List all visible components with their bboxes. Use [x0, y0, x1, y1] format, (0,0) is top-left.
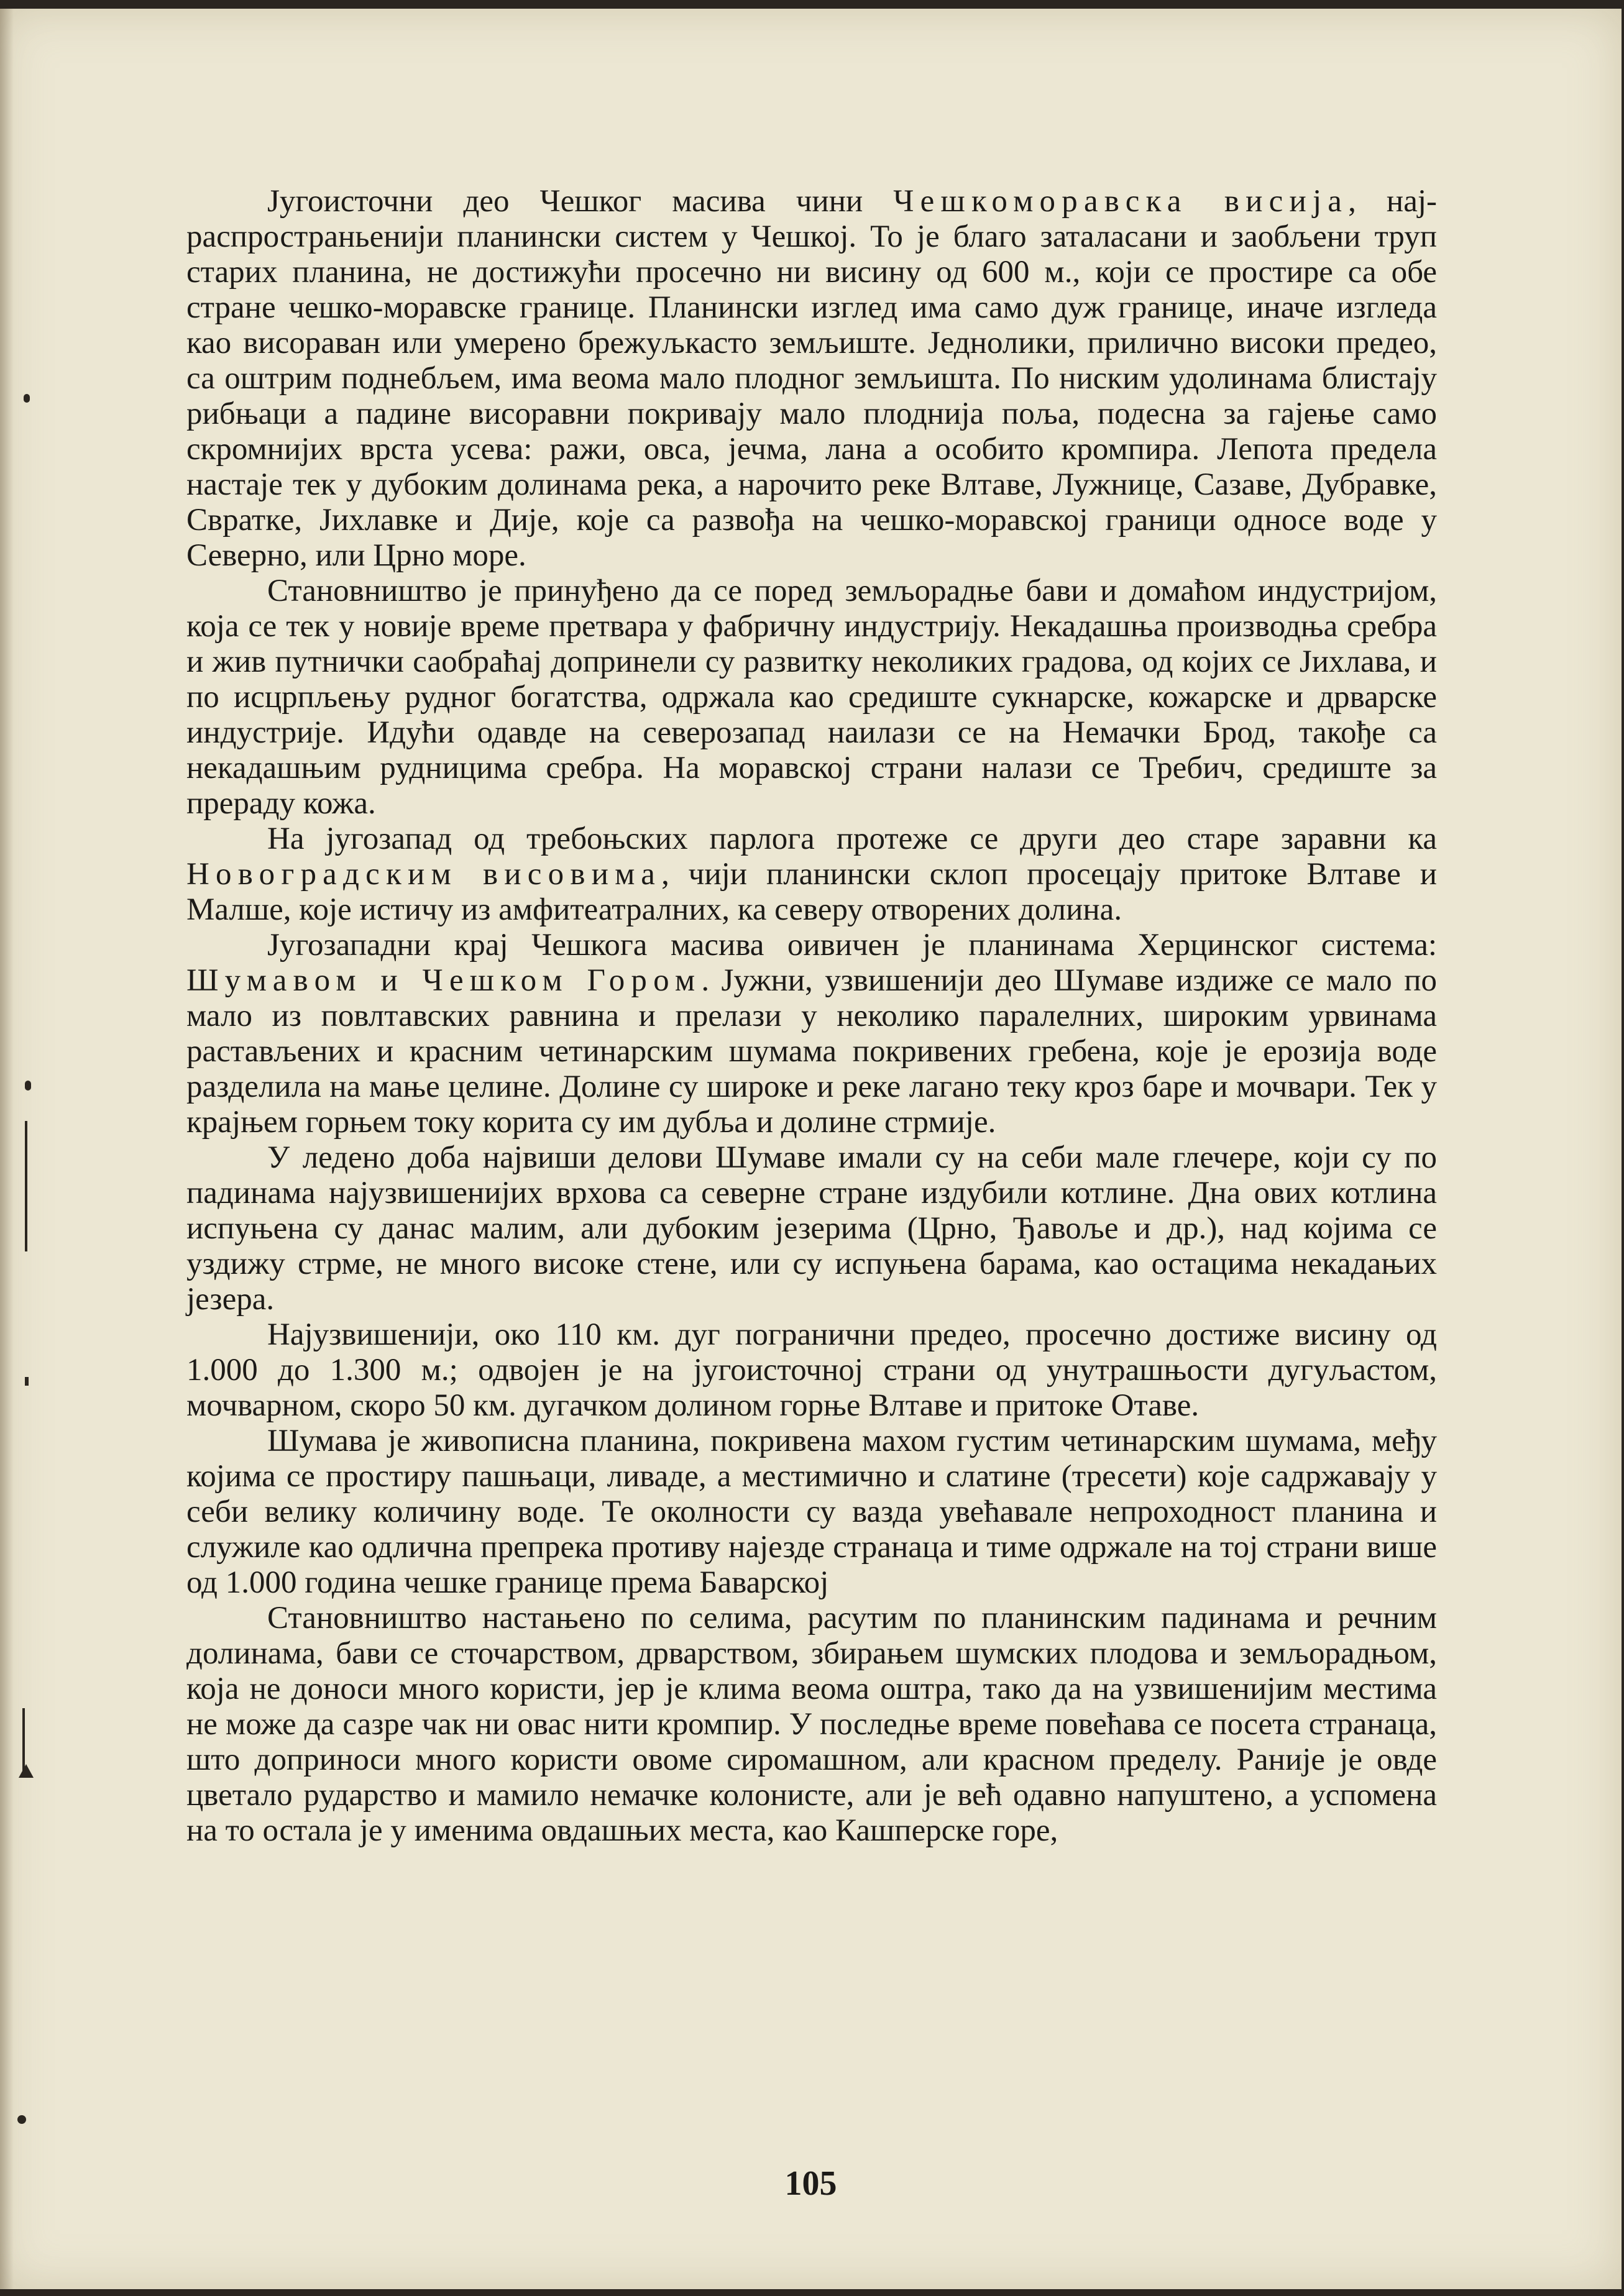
paragraph-1-text: Југоисточни део Чешког масива чини [267, 184, 894, 219]
margin-mark-top [24, 394, 30, 403]
paragraph-5 [186, 1140, 1437, 1317]
margin-mark-line-1 [25, 1121, 27, 1251]
paragraph-5-text: У ледено доба највиши делови Шумаве имали су на себи мале глечере, који су по падинама најузвишенијих врхова са северне стране издубили котлине. Дна ових котлина испуњена су данас малим, али дубоким језерима (Црно, Ђавоље и др.), над којима се уздижу стрме, не много високе стене, или су испуњена барама, као остацима некадањих језера. [186, 1140, 1437, 1317]
paragraph-1-rest: , нај-распространьенији планински систем у Чешкој. То је благо заталасани и заобљени труп старих планина, не достижући просечно ни висину од 600 м., који се простире са обе стране чешко-моравске границе. Планински изглед има само дуж границе, иначе изгледа као висораван или умерено брежуљкасто земљиште. Једнолики, прилично високи предео, са оштрим поднебљем, има веома мало плодног земљишта. По ниским удолинама блистају рибњаци а падине висоравни покривају мало плоднија поља, подесна за гајење само скромнијих врста усева: ражи, овса, јечма, лана а особито кромпира. Лепота предела настаје тек у дубоким долинама река, а нарочито реке Влтаве, Лужнице, Сазаве, Дубравке, Свратке, Јихлавке и Дије, које са развођа на чешко-моравској граници односе воде у Северно, или Црно море. [186, 184, 1437, 573]
paragraph-4-text: Југозападни крај Чешкога масива оивичен је планинама Херцинског система: [267, 928, 1437, 963]
paragraph-3 [186, 821, 1437, 928]
book-page [0, 9, 1622, 2289]
body-text [186, 184, 1437, 2135]
paragraph-8-text: Становништво настањено по селима, расутим по планинским падинама и речним долинама, бави се сточарством, дрварством, збирањем шумских плодова и земљорадњом, која не доноси много користи, јер је клима веома оштра, тако да на узвишенијим местима не може да сазре чак ни овас нити кромпир. У последње време повећава се посета странаца, што доприноси много користи овоме сиромашном, али красном пределу. Раније је овде цветало рударство и мамило немачке колонисте, али је већ одавно напуштено, а успомена на то остала је у именима овдашњих места, као Кашперске горе, [186, 1601, 1437, 1848]
paragraph-6-text: Најузвишенији, око 110 км. дуг погранични предео, просечно достиже висину од 1.000 до 1.300 м.; одвојен је на југоисточној страни од унутрашњости дугуљастом, мочварном, скоро 50 км. дугачком долином горње Влтаве и притоке Отаве. [186, 1317, 1437, 1423]
margin-mark-upper [25, 1081, 31, 1091]
paragraph-4 [186, 928, 1437, 1140]
paragraph-6 [186, 1317, 1437, 1424]
paragraph-7 [186, 1424, 1437, 1601]
margin-mark-arrow [19, 1764, 34, 1778]
paragraph-4-rest: . Јужни, узвишенији део Шумаве издиже се мало по мало из повлтавских равнина и прелази у неколико паралелних, широким урвинама растављених и красним четинарским шумама покривених гребена, које је ерозија воде разделила на мање целине. Долине су широке и реке лагано теку кроз баре и мочвари. Тек у крајњем горњем току корита су им дубља и долине стрмије. [186, 963, 1437, 1140]
paragraph-1-emphasis: Чешкоморавска висија [893, 184, 1349, 219]
paragraph-3-rest: , чији планински склоп просецају притоке Влтаве и Малше, које истичу из амфитеатралних, ка северу отворених долина. [186, 857, 1437, 927]
paragraph-2 [186, 574, 1437, 821]
paragraph-8 [186, 1601, 1437, 1849]
page-number: 105 [784, 2164, 837, 2203]
paragraph-2-text: Становништво је принуђено да се поред земљорадње бави и домаћом индустријом, која се тек у новије време претвара у фабричну индустрију. Некадашња производња сребра и жив путнички саобраћај допринели су развитку неколиких градова, од којих се Јихлава, и по исцрпљењу рудног богатства, одржала као средиште сукнарске, кожарске и дрварске индустрије. Идући одавде на северозапад наилази се на Немачки Брод, такође са некадашњим рудницима сребра. На моравској страни налази се Требич, средиште за прераду кожа. [186, 574, 1437, 821]
margin-mark-middle [25, 1377, 29, 1386]
paragraph-1 [186, 184, 1437, 574]
paragraph-3-emphasis: Новоградским висовима [186, 857, 662, 892]
margin-mark-dot [17, 2115, 26, 2124]
paragraph-4-emphasis: Шумавом и Чешком Гором [186, 963, 702, 998]
paragraph-7-text: Шумава је живописна планина, покривена махом густим четинарским шумама, међу којима се простиру пашњаци, ливаде, а местимично и слатине (тресети) које садржавају у себи велику количину воде. Те околности су вазда увећавале непроходност планина и служиле као одлична препрека противу најезде странаца и тиме одржале на тој страни више од 1.000 година чешке границе према Баварској [186, 1424, 1437, 1600]
paragraph-3-text: На југозапад од требоњских парлога протеже се други део старе заравни ка [267, 821, 1437, 856]
